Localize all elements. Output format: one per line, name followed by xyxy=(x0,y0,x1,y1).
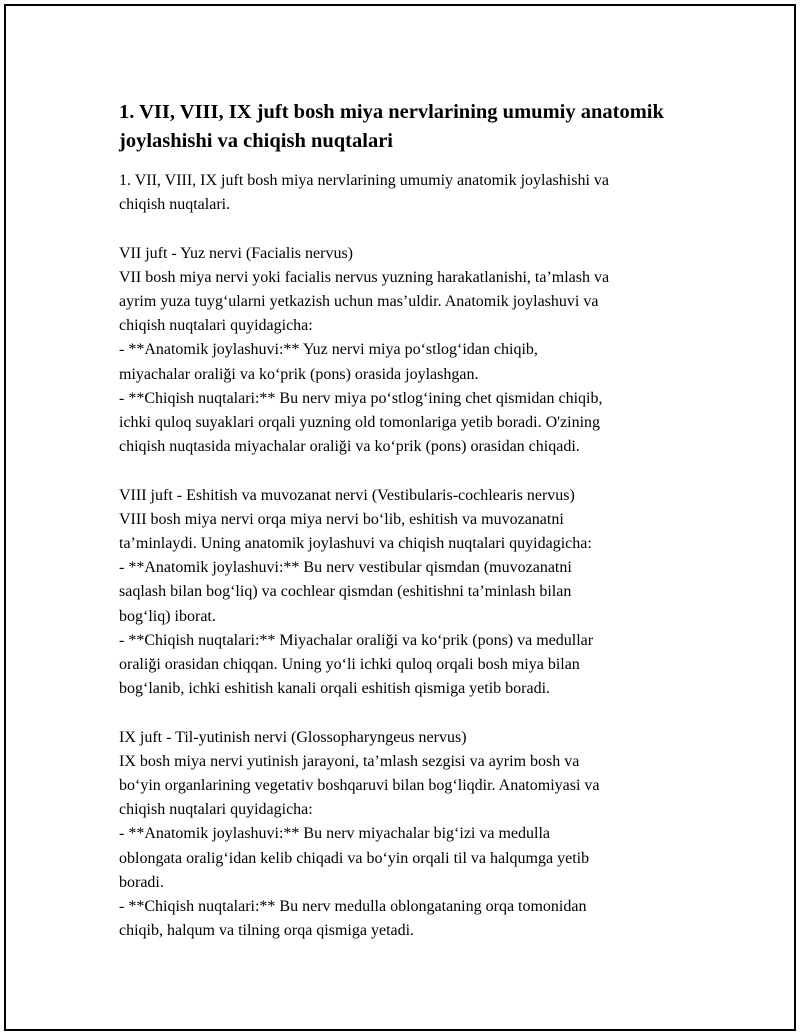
body-line: boradi. xyxy=(119,873,164,891)
document-content xyxy=(119,98,699,943)
body-line: - **Chiqish nuqtalari:** Bu nerv medulla oblongataning orqa tomonidan xyxy=(119,898,587,916)
page-frame xyxy=(4,4,796,1031)
body-line xyxy=(119,701,699,725)
body-line: - **Chiqish nuqtalari:** Miyachalar oraliği va ko‘prik (pons) va medullar xyxy=(119,631,594,649)
body-line: ayrim yuza tuyg‘ularni yetkazish uchun mas’uldir. Anatomik joylashuvi va xyxy=(119,293,599,310)
body-line: 1. VII, VIII, IX juft bosh miya nervlarining umumiy anatomik joylashishi va xyxy=(119,172,609,189)
body-line: bo‘yin organlarining vegetativ boshqaruvi bilan bog‘liqdir. Anatomiyasi va xyxy=(119,777,600,795)
body-line: chiqib, halqum va tilning orqa qismiga yetadi. xyxy=(119,922,415,940)
body-line xyxy=(119,459,699,483)
body-line xyxy=(119,217,699,241)
body-line: ichki quloq suyaklari orqali yuzning old tomonlariga yetib boradi. O'zining xyxy=(119,414,601,432)
body-line: oblongata oralig‘idan kelib chiqadi va bo‘yin orqali til va halqumga yetib xyxy=(119,849,590,867)
body-line: oraliği orasidan chiqqan. Uning yo‘li ichki quloq orqali bosh miya bilan xyxy=(119,656,580,674)
body-line: chiqish nuqtalari quyidagicha: xyxy=(119,801,313,819)
title-line: 1. VII, VIII, IX juft bosh miya nervlarining umumiy anatomik xyxy=(119,101,664,123)
title-line: joylashishi va chiqish nuqtalari xyxy=(119,130,393,152)
body-line: VIII bosh miya nervi orqa miya nervi bo‘lib, eshitish va muvozanatni xyxy=(119,510,564,528)
body-line: bog‘lanib, ichki eshitish kanali orqali eshitish qismiga yetib boradi. xyxy=(119,680,551,698)
body-line: VII juft - Yuz nervi (Facialis nervus) xyxy=(119,244,353,262)
body-line: - **Anatomik joylashuvi:** Yuz nervi miya po‘stlog‘idan chiqib, xyxy=(119,341,538,359)
body-line: chiqish nuqtalari. xyxy=(119,196,231,214)
body-line: - **Chiqish nuqtalari:** Bu nerv miya po‘stlog‘ining chet qismidan chiqib, xyxy=(119,389,603,407)
body-line: IX juft - Til-yutinish nervi (Glossopharyngeus nervus) xyxy=(119,728,467,746)
body-line: - **Anatomik joylashuvi:** Bu nerv miyachalar big‘izi va medulla xyxy=(119,825,551,843)
body-line: chiqish nuqtalari quyidagicha: xyxy=(119,317,313,335)
body-line: - **Anatomik joylashuvi:** Bu nerv vestibular qismdan (muvozanatni xyxy=(119,559,572,577)
body-line: IX bosh miya nervi yutinish jarayoni, ta’mlash sezgisi va ayrim bosh va xyxy=(119,752,580,770)
body-line: VIII juft - Eshitish va muvozanat nervi (Vestibularis-cochlearis nervus) xyxy=(119,486,575,504)
body-line: miyachalar oraliği va ko‘prik (pons) orasida joylashgan. xyxy=(119,365,479,383)
body-line: ta’minlaydi. Uning anatomik joylashuvi va chiqish nuqtalari quyidagicha: xyxy=(119,535,592,553)
body-line: bog‘liq) iborat. xyxy=(119,607,216,625)
body-line: chiqish nuqtasida miyachalar oraliği va ko‘prik (pons) orasidan chiqadi. xyxy=(119,438,580,456)
body-line: saqlash bilan bog‘liq) va cochlear qismdan (eshitishni ta’minlash bilan xyxy=(119,583,572,601)
document-body xyxy=(119,169,699,943)
document-title xyxy=(119,98,699,156)
body-line: VII bosh miya nervi yoki facialis nervus yuzning harakatlanishi, ta’mlash va xyxy=(119,268,610,286)
